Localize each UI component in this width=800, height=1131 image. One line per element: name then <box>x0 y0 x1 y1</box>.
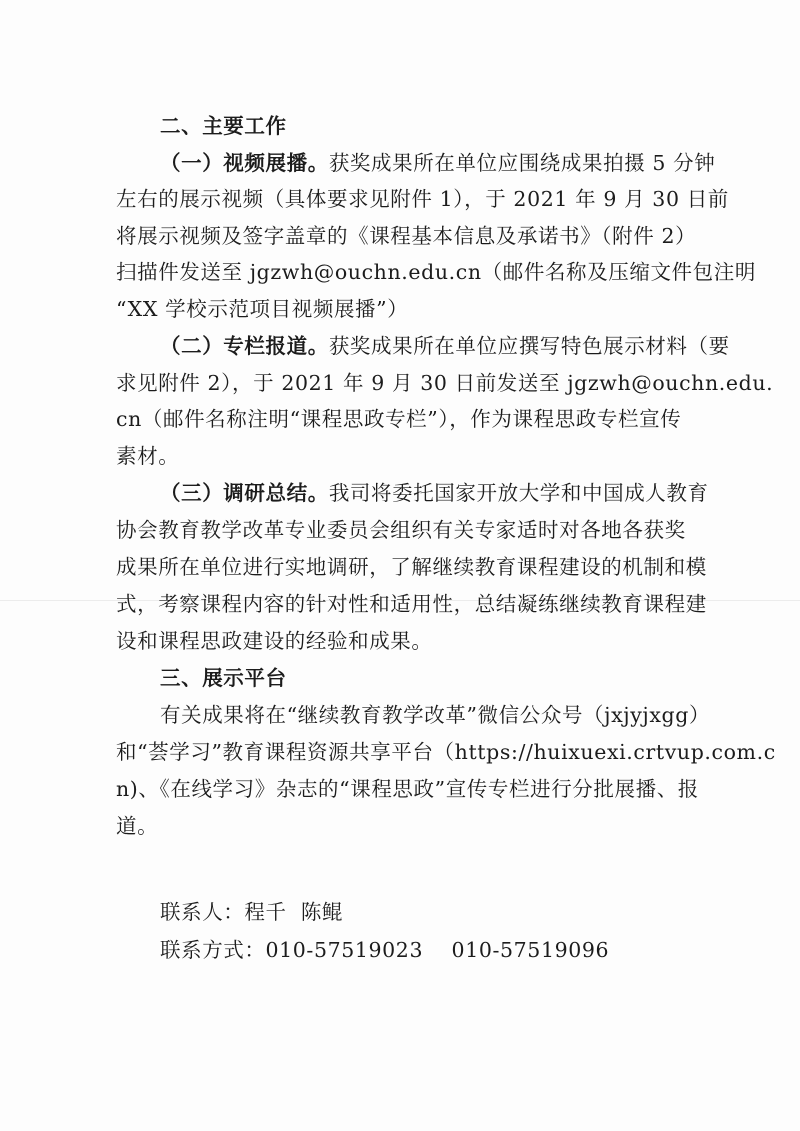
platform-line4: 道。 <box>116 814 159 838</box>
contact-phones-line <box>160 935 800 965</box>
item1-line3: 将展示视频及签字盖章的《课程基本信息及承诺书》（附件 2） <box>116 224 697 248</box>
item1-line4: 扫描件发送至 jgzwh@ouchn.edu.cn（邮件名称及压缩文件包注明 <box>116 260 756 284</box>
item1-first-line <box>160 148 800 178</box>
item1-line2: 左右的展示视频（具体要求见附件 1），于 2021 年 9 月 30 日前 <box>116 187 729 211</box>
item2-text: 获奖成果所在单位应撰写特色展示材料（要 <box>328 334 730 358</box>
item3-label: （三）调研总结。 <box>160 481 329 505</box>
platform-line2: 和“荟学习”教育课程资源共享平台（https://huixuexi.crtvup.com.c <box>116 740 776 764</box>
item1-text: 获奖成果所在单位应围绕成果拍摄 5 分钟 <box>328 151 716 175</box>
item2-first-line <box>160 331 800 361</box>
item2-label: （二）专栏报道。 <box>160 334 329 358</box>
item3-text: 我司将委托国家开放大学和中国成人教育 <box>328 481 709 505</box>
platform-line1: 有关成果将在“继续教育教学改革”微信公众号（jxjyjxgg） <box>160 703 711 727</box>
item3-line5: 设和课程思政建设的经验和成果。 <box>116 629 433 653</box>
contact-phone-label: 联系方式： <box>160 938 266 962</box>
item2-line2: 求见附件 2），于 2021 年 9 月 30 日前发送至 jgzwh@ouchn.edu. <box>116 371 774 395</box>
item3-first-line <box>160 478 800 508</box>
item2-line4: 素材。 <box>116 444 180 468</box>
item3-line4: 式，考察课程内容的针对性和适用性，总结凝练继续教育课程建 <box>116 592 707 616</box>
item2-line3: cn（邮件名称注明“课程思政专栏”），作为课程思政专栏宣传 <box>116 407 682 431</box>
contact-persons-line <box>160 897 800 927</box>
section-heading-main-work: 二、主要工作 <box>160 114 287 138</box>
platform-line3: n)、《在线学习》杂志的“课程思政”宣传专栏进行分批展播、报 <box>116 777 699 801</box>
item3-line3: 成果所在单位进行实地调研，了解继续教育课程建设的机制和模 <box>116 555 707 579</box>
contact-person-label: 联系人： <box>160 900 245 924</box>
item1-line5: “XX 学校示范项目视频展播”） <box>116 297 409 321</box>
item3-line2: 协会教育教学改革专业委员会组织有关专家适时对各地各获奖 <box>116 518 686 542</box>
contact-persons: 程千 陈鲲 <box>244 900 344 924</box>
contact-phones: 010-57519023 010-57519096 <box>265 938 610 962</box>
section-heading-platform: 三、展示平台 <box>160 666 287 690</box>
item1-label: （一）视频展播。 <box>160 151 329 175</box>
